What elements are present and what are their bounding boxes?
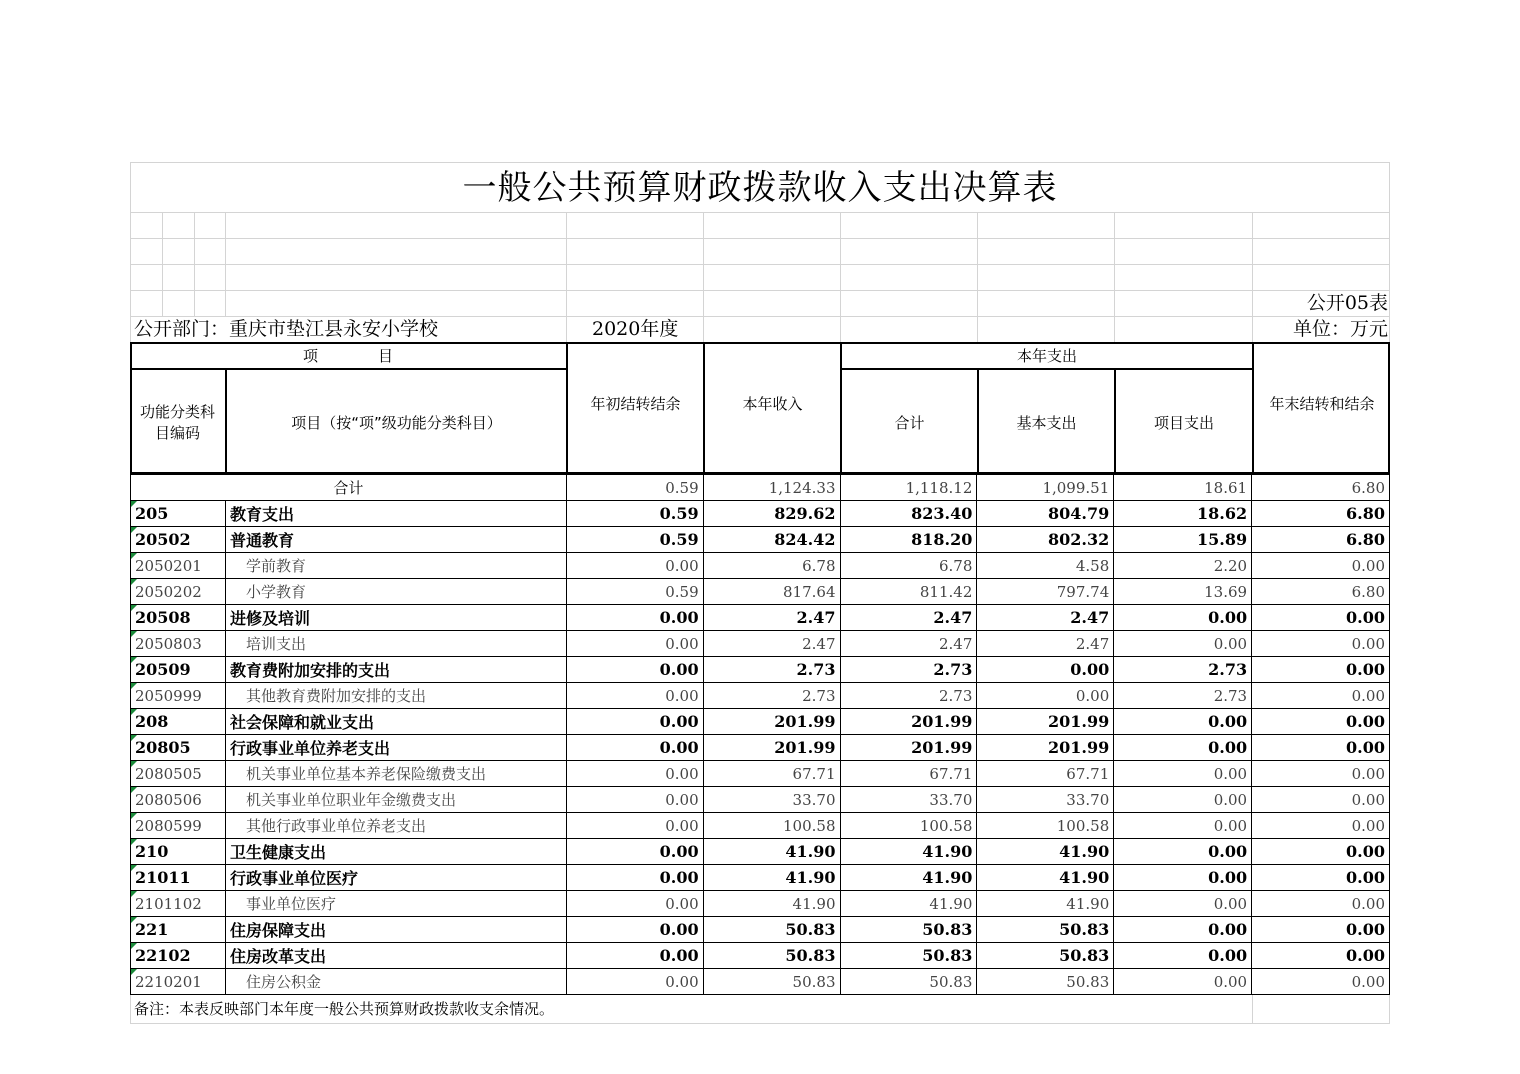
cell-begin-balance: 0.00 — [566, 683, 703, 709]
cell-begin-balance: 0.00 — [566, 839, 703, 865]
gridline — [162, 212, 163, 316]
table-row — [131, 839, 1390, 865]
cell-code-text: 2080599 — [135, 816, 202, 835]
cell-exp-project: 2.20 — [1114, 553, 1252, 579]
cell-code-text: 20508 — [135, 608, 191, 627]
cell-end-balance: 0.00 — [1252, 657, 1390, 683]
header-expenditure: 本年支出 — [1016, 346, 1077, 365]
table-row — [131, 969, 1390, 995]
cell-marker-icon — [131, 735, 137, 741]
form-code: 公开05表 — [1306, 292, 1388, 314]
cell-exp-project: 0.00 — [1114, 943, 1252, 969]
cell-income: 100.58 — [703, 813, 840, 839]
total-label: 合计 — [131, 475, 567, 501]
gridline — [566, 212, 567, 342]
table-row — [131, 865, 1390, 891]
table-row — [131, 579, 1390, 605]
cell-name: 卫生健康支出 — [225, 839, 566, 865]
cell-name: 社会保障和就业支出 — [225, 709, 566, 735]
cell-end-balance: 0.00 — [1252, 761, 1390, 787]
cell-exp-basic: 50.83 — [977, 943, 1114, 969]
table-row — [131, 709, 1390, 735]
cell-marker-icon — [131, 631, 137, 637]
table-row — [131, 657, 1390, 683]
cell-income: 2.73 — [703, 657, 840, 683]
cell-code-text: 221 — [135, 920, 169, 939]
gridline — [194, 212, 195, 316]
cell-income: 201.99 — [703, 709, 840, 735]
cell-begin-balance: 0.00 — [566, 553, 703, 579]
cell-income: 2.47 — [703, 631, 840, 657]
table-row — [131, 813, 1390, 839]
cell-exp-total: 50.83 — [840, 943, 977, 969]
cell-end-balance: 0.00 — [1252, 735, 1390, 761]
cell-exp-project: 0.00 — [1114, 813, 1252, 839]
cell-code — [131, 683, 226, 709]
total-exp-basic: 1,099.51 — [977, 475, 1114, 501]
cell-exp-project: 15.89 — [1114, 527, 1252, 553]
cell-code — [131, 553, 226, 579]
cell-marker-icon — [131, 865, 137, 871]
cell-begin-balance: 0.00 — [566, 891, 703, 917]
cell-code-text: 2050202 — [135, 582, 202, 601]
cell-exp-project: 13.69 — [1114, 579, 1252, 605]
cell-exp-project: 0.00 — [1114, 917, 1252, 943]
cell-name: 行政事业单位医疗 — [225, 865, 566, 891]
spreadsheet — [130, 162, 1390, 1024]
cell-begin-balance: 0.00 — [566, 943, 703, 969]
cell-exp-total: 2.73 — [840, 683, 977, 709]
cell-begin-balance: 0.00 — [566, 657, 703, 683]
gridline — [1252, 212, 1253, 342]
cell-exp-total: 50.83 — [840, 969, 977, 995]
total-exp-total: 1,118.12 — [840, 475, 977, 501]
table-row — [131, 553, 1390, 579]
cell-end-balance: 6.80 — [1252, 527, 1390, 553]
cell-code-text: 20509 — [135, 660, 191, 679]
cell-income: 41.90 — [703, 865, 840, 891]
cell-exp-total: 2.47 — [840, 631, 977, 657]
cell-code — [131, 709, 226, 735]
cell-name: 学前教育 — [225, 553, 566, 579]
cell-name: 事业单位医疗 — [225, 891, 566, 917]
cell-begin-balance: 0.00 — [566, 917, 703, 943]
department-label: 公开部门：重庆市垫江县永安小学校 — [134, 318, 439, 340]
total-end-balance: 6.80 — [1252, 475, 1390, 501]
cell-exp-project: 18.62 — [1114, 501, 1252, 527]
cell-exp-basic: 67.71 — [977, 761, 1114, 787]
cell-code-text: 2101102 — [135, 894, 202, 913]
cell-end-balance: 0.00 — [1252, 709, 1390, 735]
header-begin-balance: 年初结转结余 — [590, 394, 681, 413]
cell-exp-basic: 100.58 — [977, 813, 1114, 839]
page-title: 一般公共预算财政拨款收入支出决算表 — [462, 168, 1058, 208]
cell-code-text: 20805 — [135, 738, 191, 757]
cell-exp-basic: 0.00 — [977, 683, 1114, 709]
cell-begin-balance: 0.00 — [566, 605, 703, 631]
table-row — [131, 527, 1390, 553]
cell-income: 50.83 — [703, 969, 840, 995]
cell-exp-total: 811.42 — [840, 579, 977, 605]
cell-exp-project: 0.00 — [1114, 605, 1252, 631]
cell-name: 住房保障支出 — [225, 917, 566, 943]
header-name: 项目（按“项”级功能分类科目） — [291, 413, 502, 432]
cell-exp-total: 818.20 — [840, 527, 977, 553]
cell-code — [131, 813, 226, 839]
cell-code — [131, 501, 226, 527]
cell-exp-project: 2.73 — [1114, 683, 1252, 709]
cell-end-balance: 0.00 — [1252, 683, 1390, 709]
cell-marker-icon — [131, 553, 137, 559]
cell-code — [131, 969, 226, 995]
cell-exp-total: 6.78 — [840, 553, 977, 579]
cell-name: 进修及培训 — [225, 605, 566, 631]
cell-end-balance: 0.00 — [1252, 813, 1390, 839]
cell-code — [131, 891, 226, 917]
cell-begin-balance: 0.00 — [566, 631, 703, 657]
unit-label: 单位：万元 — [1292, 318, 1388, 340]
table-row — [131, 631, 1390, 657]
cell-income: 817.64 — [703, 579, 840, 605]
cell-exp-total: 823.40 — [840, 501, 977, 527]
gridline — [1114, 212, 1115, 342]
table-row — [131, 943, 1390, 969]
cell-income: 2.73 — [703, 683, 840, 709]
cell-name: 小学教育 — [225, 579, 566, 605]
cell-code-text: 2050999 — [135, 686, 202, 705]
cell-exp-total: 100.58 — [840, 813, 977, 839]
table-row — [131, 735, 1390, 761]
cell-code-text: 2080506 — [135, 790, 202, 809]
cell-code-text: 208 — [135, 712, 169, 731]
cell-marker-icon — [131, 813, 137, 819]
cell-exp-basic: 802.32 — [977, 527, 1114, 553]
table-row — [131, 787, 1390, 813]
cell-marker-icon — [131, 527, 137, 533]
cell-exp-project: 2.73 — [1114, 657, 1252, 683]
cell-name: 其他教育费附加安排的支出 — [225, 683, 566, 709]
table-row — [131, 891, 1390, 917]
total-exp-project: 18.61 — [1114, 475, 1252, 501]
cell-exp-basic: 2.47 — [977, 631, 1114, 657]
cell-income: 33.70 — [703, 787, 840, 813]
cell-code — [131, 527, 226, 553]
cell-code-text: 2210201 — [135, 972, 202, 991]
cell-exp-basic: 797.74 — [977, 579, 1114, 605]
cell-exp-project: 0.00 — [1114, 709, 1252, 735]
cell-end-balance: 0.00 — [1252, 553, 1390, 579]
cell-exp-project: 0.00 — [1114, 735, 1252, 761]
cell-code-text: 205 — [135, 504, 169, 523]
cell-exp-project: 0.00 — [1114, 891, 1252, 917]
cell-end-balance: 0.00 — [1252, 969, 1390, 995]
cell-exp-basic: 41.90 — [977, 891, 1114, 917]
cell-begin-balance: 0.00 — [566, 761, 703, 787]
total-income: 1,124.33 — [703, 475, 840, 501]
cell-exp-basic: 41.90 — [977, 839, 1114, 865]
table-row — [131, 683, 1390, 709]
gridline — [977, 212, 978, 342]
cell-exp-basic: 4.58 — [977, 553, 1114, 579]
cell-exp-total: 201.99 — [840, 735, 977, 761]
cell-end-balance: 0.00 — [1252, 865, 1390, 891]
cell-code — [131, 943, 226, 969]
cell-exp-total: 2.73 — [840, 657, 977, 683]
cell-end-balance: 0.00 — [1252, 631, 1390, 657]
cell-income: 2.47 — [703, 605, 840, 631]
cell-begin-balance: 0.59 — [566, 501, 703, 527]
cell-code — [131, 631, 226, 657]
cell-exp-basic: 201.99 — [977, 735, 1114, 761]
cell-name: 普通教育 — [225, 527, 566, 553]
cell-begin-balance: 0.00 — [566, 735, 703, 761]
cell-begin-balance: 0.00 — [566, 709, 703, 735]
total-begin-balance: 0.59 — [566, 475, 703, 501]
table-row — [131, 761, 1390, 787]
cell-income: 6.78 — [703, 553, 840, 579]
cell-name: 行政事业单位养老支出 — [225, 735, 566, 761]
gridline — [130, 238, 1390, 239]
cell-code-text: 21011 — [135, 868, 191, 887]
header-income: 本年收入 — [742, 394, 803, 413]
cell-exp-basic: 50.83 — [977, 969, 1114, 995]
cell-marker-icon — [131, 683, 137, 689]
fiscal-year: 2020年度 — [592, 318, 679, 340]
table-row — [131, 917, 1390, 943]
cell-code — [131, 917, 226, 943]
cell-exp-total: 41.90 — [840, 839, 977, 865]
table-row — [131, 605, 1390, 631]
gridline — [130, 264, 1390, 265]
cell-marker-icon — [131, 787, 137, 793]
cell-exp-total: 33.70 — [840, 787, 977, 813]
header-exp-basic: 基本支出 — [1016, 413, 1077, 432]
cell-exp-project: 0.00 — [1114, 761, 1252, 787]
table-row — [131, 501, 1390, 527]
gridline — [703, 212, 704, 342]
cell-exp-basic: 804.79 — [977, 501, 1114, 527]
cell-begin-balance: 0.00 — [566, 865, 703, 891]
cell-begin-balance: 0.00 — [566, 787, 703, 813]
cell-code — [131, 865, 226, 891]
cell-income: 824.42 — [703, 527, 840, 553]
cell-name: 教育支出 — [225, 501, 566, 527]
cell-name: 住房改革支出 — [225, 943, 566, 969]
cell-begin-balance: 0.59 — [566, 527, 703, 553]
cell-income: 67.71 — [703, 761, 840, 787]
cell-begin-balance: 0.00 — [566, 813, 703, 839]
cell-exp-basic: 50.83 — [977, 917, 1114, 943]
cell-code-text: 22102 — [135, 946, 191, 965]
cell-begin-balance: 0.59 — [566, 579, 703, 605]
data-table — [130, 474, 1390, 995]
cell-marker-icon — [131, 579, 137, 585]
cell-exp-basic: 41.90 — [977, 865, 1114, 891]
header-code: 功能分类科目编码 — [139, 403, 215, 442]
cell-income: 41.90 — [703, 891, 840, 917]
cell-end-balance: 0.00 — [1252, 917, 1390, 943]
cell-exp-total: 67.71 — [840, 761, 977, 787]
cell-exp-total: 41.90 — [840, 865, 977, 891]
cell-end-balance: 6.80 — [1252, 501, 1390, 527]
cell-end-balance: 0.00 — [1252, 605, 1390, 631]
cell-end-balance: 0.00 — [1252, 943, 1390, 969]
cell-name: 培训支出 — [225, 631, 566, 657]
cell-exp-total: 50.83 — [840, 917, 977, 943]
cell-end-balance: 0.00 — [1252, 839, 1390, 865]
cell-income: 829.62 — [703, 501, 840, 527]
cell-marker-icon — [131, 839, 137, 845]
cell-exp-project: 0.00 — [1114, 787, 1252, 813]
cell-name: 住房公积金 — [225, 969, 566, 995]
cell-marker-icon — [131, 657, 137, 663]
cell-exp-total: 201.99 — [840, 709, 977, 735]
cell-marker-icon — [131, 969, 137, 975]
gridline — [1252, 994, 1253, 1024]
cell-code — [131, 735, 226, 761]
header-item: 项 目 — [302, 346, 393, 365]
cell-name: 其他行政事业单位养老支出 — [225, 813, 566, 839]
cell-begin-balance: 0.00 — [566, 969, 703, 995]
cell-exp-total: 2.47 — [840, 605, 977, 631]
cell-end-balance: 6.80 — [1252, 579, 1390, 605]
gridline — [840, 212, 841, 342]
cell-marker-icon — [131, 709, 137, 715]
cell-exp-project: 0.00 — [1114, 969, 1252, 995]
cell-income: 50.83 — [703, 943, 840, 969]
cell-marker-icon — [131, 761, 137, 767]
cell-end-balance: 0.00 — [1252, 787, 1390, 813]
cell-income: 41.90 — [703, 839, 840, 865]
cell-exp-basic: 201.99 — [977, 709, 1114, 735]
cell-name: 机关事业单位基本养老保险缴费支出 — [225, 761, 566, 787]
cell-code-text: 20502 — [135, 530, 191, 549]
gridline — [225, 212, 226, 316]
header-end-balance: 年末结转和结余 — [1269, 394, 1375, 413]
cell-code-text: 2080505 — [135, 764, 202, 783]
cell-code — [131, 761, 226, 787]
cell-name: 教育费附加安排的支出 — [225, 657, 566, 683]
cell-marker-icon — [131, 605, 137, 611]
cell-code — [131, 579, 226, 605]
cell-end-balance: 0.00 — [1252, 891, 1390, 917]
cell-exp-basic: 0.00 — [977, 657, 1114, 683]
cell-marker-icon — [131, 943, 137, 949]
cell-name: 机关事业单位职业年金缴费支出 — [225, 787, 566, 813]
cell-marker-icon — [131, 891, 137, 897]
cell-code-text: 2050803 — [135, 634, 202, 653]
header-exp-project: 项目支出 — [1153, 413, 1214, 432]
table-body — [131, 475, 1390, 995]
total-row — [131, 475, 1390, 501]
cell-marker-icon — [131, 501, 137, 507]
footnote: 备注：本表反映部门本年度一般公共预算财政拨款收支余情况。 — [134, 1000, 555, 1018]
cell-exp-total: 41.90 — [840, 891, 977, 917]
cell-income: 50.83 — [703, 917, 840, 943]
cell-marker-icon — [131, 917, 137, 923]
cell-code-text: 210 — [135, 842, 169, 861]
cell-code — [131, 839, 226, 865]
cell-code-text: 2050201 — [135, 556, 202, 575]
cell-code — [131, 605, 226, 631]
cell-exp-project: 0.00 — [1114, 865, 1252, 891]
cell-code — [131, 787, 226, 813]
gridline — [130, 290, 1390, 291]
gridline — [130, 212, 1390, 213]
cell-exp-project: 0.00 — [1114, 631, 1252, 657]
cell-exp-basic: 33.70 — [977, 787, 1114, 813]
cell-exp-project: 0.00 — [1114, 839, 1252, 865]
header-exp-total: 合计 — [894, 413, 925, 432]
cell-code — [131, 657, 226, 683]
cell-income: 201.99 — [703, 735, 840, 761]
cell-exp-basic: 2.47 — [977, 605, 1114, 631]
